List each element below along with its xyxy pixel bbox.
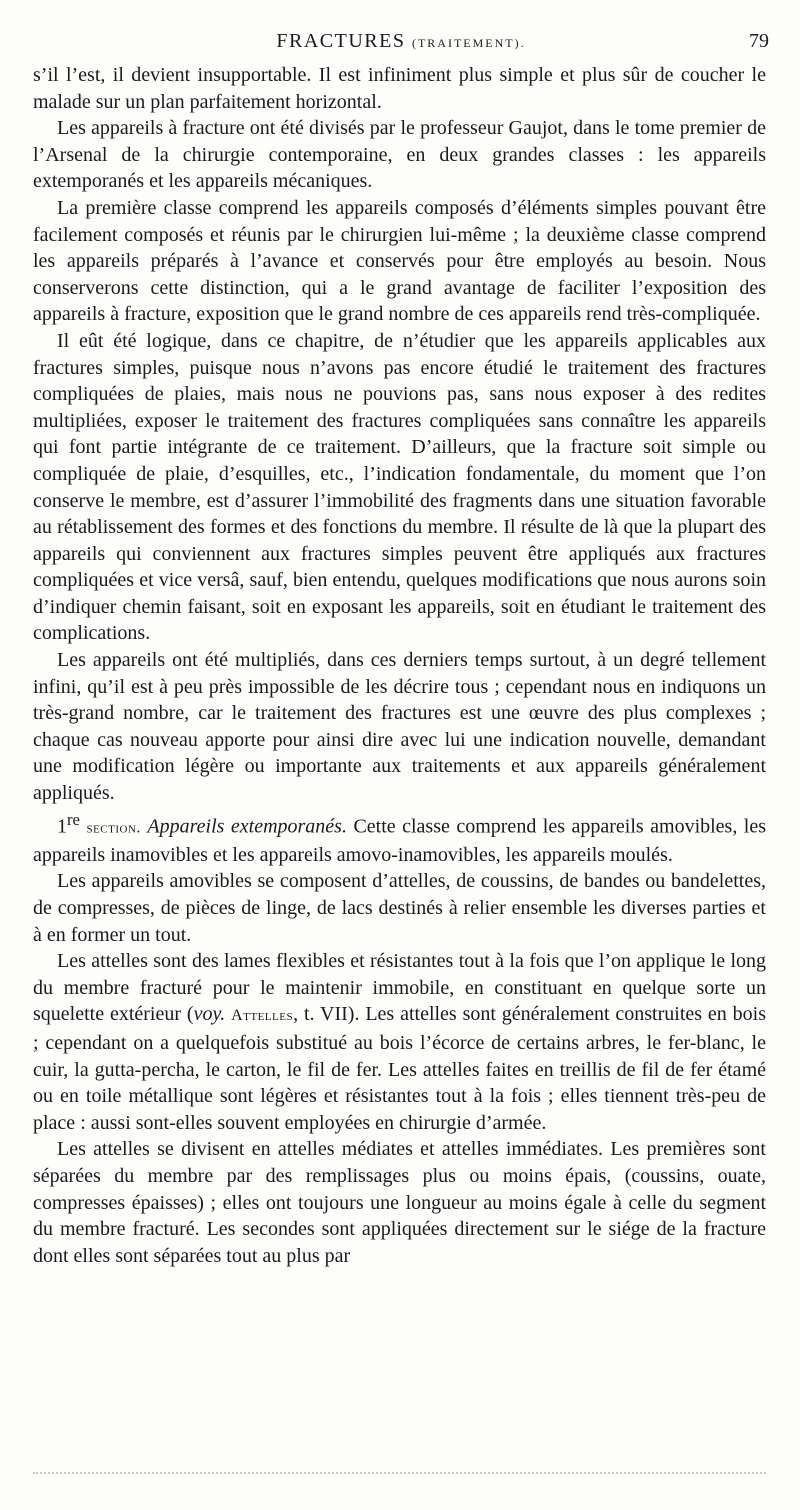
- running-title-sub: (TRAITEMENT).: [411, 36, 526, 50]
- paragraph: Les attelles se divisent en attelles médiates et attelles immédiates. Les premières sont séparées du membre par des remplissages plus ou moins épais, (coussins, ouate, compresses épaisses) ; elles ont toujours une longueur au moins égale à celle du segment du membre fracturé. Les secondes sont appliquées directement sur le siége de la fracture dont elles sont séparées tout au plus par: [33, 1138, 766, 1267]
- running-title-main: FRACTURES: [276, 30, 406, 52]
- paragraph: Les appareils à fracture ont été divisés par le professeur Gaujot, dans le tome premier de l’Arsenal de la chirurgie contemporaine, en deux grandes classes : les appareils extemporanés et les appareils mécaniques.: [33, 117, 766, 193]
- paragraph: La première classe comprend les appareils composés d’éléments simples pouvant être facilement composés et réunis par le chirurgien lui-même ; la deuxième classe comprend les appareils préparés à l’avance et conservés pour être employés au besoin. Nous conserverons cette distinction, qui a le grand avantage de faciliter l’exposition des appareils à fracture, exposition que le grand nombre de ces appareils rend très-compliquée.: [33, 196, 766, 326]
- attelles-reference: Attelles: [231, 1007, 294, 1025]
- section-number-suffix: re: [67, 809, 80, 829]
- paragraph: s’il l’est, il devient insupportable. Il est infiniment plus simple et plus sûr de coucher le malade sur un plan parfaitement horizontal.: [33, 64, 766, 113]
- paragraph: Les appareils amovibles se composent d’attelles, de coussins, de bandes ou bandelettes, de compresses, de pièces de linge, de lacs destinés à relier ensemble les diverses parties et à en former un tout.: [33, 870, 766, 946]
- attelles-text-before: Les attelles sont des lames flexibles et résistantes tout à la fois que l’on applique le long du membre fracturé pour le maintenir immobile, en constituant en quelque sorte un squelette extérieur (: [33, 950, 766, 1026]
- section-text: Cette classe comprend les appareils amovibles, les appareils inamovibles et les appareils amovo-inamovibles, les appareils moulés.: [33, 815, 767, 866]
- paragraph: Il eût été logique, dans ce chapitre, de n’étudier que les appareils applicables aux fractures simples, puisque nous n’avons pas encore étudié le traitement des fractures compliquées de plaies, mais nous ne pouvions pas, sans nous exposer à des redites multipliées, exposer le traitement des fractures compliquées sans connaître les appareils qui font partie intégrante de ce traitement. D’ailleurs, que la fracture soit simple ou compliquée de plaie, d’esquilles, etc., l’indication fondamentale, du moment que l’on conserve le membre, est d’assurer l’immobilité des fragments dans une situation favorable au rétablissement des formes et des fonctions du membre. Il résulte de là que la plupart des appareils qui conviennent aux fractures simples peuvent être appliqués aux fractures compliquées et vice versâ, sauf, bien entendu, quelques modifications que nous aurons soin d’indiquer chemin faisant, soit en exposant les appareils, soit en étudiant le traitement des complications.: [33, 329, 766, 645]
- attelles-text-after: , t. VII). Les attelles sont généralement construites en bois ; cependant on a quelquefois substitué au bois l’écorce de certains arbres, le fer-blanc, le cuir, la gutta-percha, le carton, le fil de fer. Les attelles faites en treillis de fil de fer étamé ou en toile métallique sont légères et résistantes tout à la fois ; elles tiennent très-peu de place : aussi sont-elles souvent employées en chirurgie d’armée.: [33, 1003, 767, 1134]
- page-number: 79: [749, 30, 769, 52]
- attelles-voy: voy.: [193, 1003, 226, 1026]
- footer-rule: [33, 1472, 766, 1474]
- attelles-paragraph: [33, 948, 766, 1136]
- body-text: [33, 62, 766, 1269]
- section-paragraph: [33, 807, 766, 869]
- section-title: Appareils extemporanés.: [147, 815, 347, 838]
- section-number: 1: [57, 815, 67, 838]
- page-header: [33, 30, 769, 56]
- section-label: section.: [86, 819, 141, 837]
- paragraph: Les appareils ont été multipliés, dans ces derniers temps surtout, à un degré tellement infini, qu’il est à peu près impossible de les décrire tous ; cependant nous en indiquons un très-grand nombre, car le traitement des fractures est une œuvre des plus complexes ; chaque cas nouveau apporte pour ainsi dire avec lui une indication nouvelle, demandant une modification légère ou importante aux traitements et aux appareils généralement appliqués.: [33, 649, 766, 805]
- running-title: [33, 30, 769, 53]
